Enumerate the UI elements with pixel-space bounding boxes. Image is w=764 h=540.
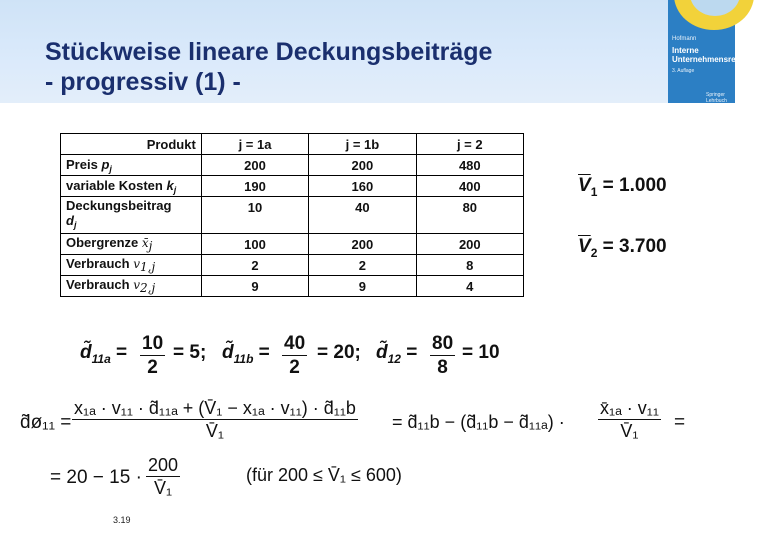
main-numerator: x₁ₐ · v₁₁ · d̃₁₁ₐ + (V̄₁ − x₁ₐ · v₁₁) · d̃₁₁b: [74, 398, 356, 418]
row-label-text: Verbrauch: [66, 256, 130, 271]
row-label: [61, 234, 202, 255]
table-row: [61, 255, 524, 276]
eq2-numerator: 40: [284, 333, 306, 354]
capacity-value: = 3.700: [602, 236, 667, 257]
table-cell: 9: [309, 276, 416, 297]
table-cell: 2: [201, 255, 308, 276]
line3-fraction: [146, 455, 180, 499]
book-title: Interne Unternehmensrechnung: [672, 46, 764, 64]
table-row: [61, 176, 524, 197]
row-symbol-sub: j: [73, 220, 77, 230]
main-end: =: [674, 412, 686, 433]
row-symbol: v: [133, 278, 140, 292]
capacity-value: = 1.000: [602, 175, 667, 196]
eq1-numerator: 10: [142, 333, 164, 354]
table-header-row: [61, 134, 524, 155]
main-fraction: [72, 398, 358, 442]
row-label-text: Verbrauch: [66, 277, 130, 292]
eq3-denominator: 8: [437, 357, 448, 378]
row-label-text: variable Kosten: [66, 177, 163, 193]
eq3-lhs: $d̃_{12}$ =: [376, 342, 418, 366]
row-label-text: Obergrenze: [66, 235, 139, 250]
eq2-lhs: $d̃_{11b}$ =: [222, 342, 270, 366]
table-cell: 160: [309, 176, 416, 197]
row-symbol-sub: j: [109, 163, 112, 174]
line3-denominator: V̄₁: [153, 478, 173, 498]
eq2-fraction: [282, 333, 307, 379]
table-header-cell: j = 2: [416, 134, 523, 155]
table-cell: 40: [309, 197, 416, 234]
table-cell: 200: [201, 155, 308, 176]
table-row: [61, 234, 524, 255]
table-cell: 100: [201, 234, 308, 255]
table-header-cell: j = 1a: [201, 134, 308, 155]
eq2-result: = 20;: [317, 342, 361, 363]
main-middle: = d̃₁₁b − (d̃₁₁b − d̃₁₁ₐ) ·: [392, 412, 565, 432]
row-symbol-sub: 2,j: [140, 281, 156, 295]
book-author: Hofmann: [672, 36, 697, 42]
capacity-sub: 1: [590, 185, 598, 199]
row-label: [61, 255, 202, 276]
eq2-lhs-sub: 11b: [233, 352, 254, 366]
table-cell: 10: [201, 197, 308, 234]
line3-condition: (für 200 ≤ V̄₁ ≤ 600): [246, 465, 402, 485]
row-symbol: x̄: [141, 236, 149, 250]
capacity-v1: [578, 175, 667, 199]
table-row: [61, 197, 524, 234]
eq3-fraction: [430, 333, 455, 379]
row-label-text: Preis: [66, 156, 98, 172]
row-label: [61, 176, 202, 197]
main-fraction-2-numerator: x̄₁ₐ · v₁₁: [600, 398, 659, 418]
row-symbol: v: [133, 257, 140, 271]
eq3-lhs-symbol: d̃: [376, 342, 388, 363]
row-symbol-sub: j: [148, 239, 153, 253]
table-cell: 200: [309, 155, 416, 176]
row-symbol-sub: j: [173, 184, 177, 195]
table-row: [61, 155, 524, 176]
eq3-result: = 10: [462, 342, 500, 363]
title-line-1: Stückweise lineare Deckungsbeiträge: [45, 38, 493, 66]
capacity-sub: 2: [590, 246, 598, 260]
title-line-2: - progressiv (1) -: [45, 68, 241, 96]
book-cover-image: [668, 0, 764, 104]
capacity-symbol: $\overline{V}$: [578, 236, 591, 257]
row-symbol-sub: 1,j: [140, 260, 156, 274]
line3-lhs: = 20 − 15 ·: [50, 467, 142, 488]
eq1-lhs: $d̃_{11a}$ =: [80, 342, 128, 366]
table-cell: 480: [416, 155, 523, 176]
row-label: [61, 197, 202, 234]
main-lhs: d̃ø₁₁ =: [20, 412, 72, 433]
eq1-result: = 5;: [173, 342, 207, 363]
capacity-symbol: $\overline{V}$: [578, 175, 591, 196]
page-number: 3.19: [113, 515, 131, 525]
eq3-numerator: 80: [432, 333, 454, 354]
row-symbol: d: [66, 213, 74, 228]
eq1-lhs-symbol: d̃: [80, 342, 92, 363]
book-edition: 3. Auflage: [672, 68, 695, 74]
main-fraction-2: [598, 398, 661, 442]
table-cell: 4: [416, 276, 523, 297]
table-cell: 2: [309, 255, 416, 276]
table-cell: 190: [201, 176, 308, 197]
main-denominator: V̄₁: [205, 421, 225, 441]
main-fraction-2-denominator: V̄₁: [620, 421, 639, 441]
eq1-denominator: 2: [147, 357, 158, 378]
eq3-lhs-sub: 12: [387, 352, 401, 366]
table-row: [61, 276, 524, 297]
product-table: [60, 133, 524, 297]
row-label: [61, 155, 202, 176]
eq2-lhs-symbol: d̃: [222, 342, 234, 363]
table-cell: 8: [416, 255, 523, 276]
table-cell: 200: [309, 234, 416, 255]
table-cell: 200: [416, 234, 523, 255]
slide-title: [45, 37, 492, 97]
table-cell: 9: [201, 276, 308, 297]
table-cell: 400: [416, 176, 523, 197]
row-symbol: p: [101, 156, 110, 172]
line3-numerator: 200: [148, 455, 179, 475]
table-header-cell: Produkt: [61, 134, 202, 155]
row-label-text: Deckungsbeitrag: [66, 198, 172, 213]
row-label: [61, 276, 202, 297]
book-publisher: Springer Lehrbuch: [706, 92, 727, 104]
table-header-cell: j = 1b: [309, 134, 416, 155]
table-cell: 80: [416, 197, 523, 234]
row-symbol: k: [166, 177, 174, 193]
capacity-v2: [578, 236, 667, 260]
eq1-fraction: [140, 333, 165, 379]
eq1-lhs-sub: 11a: [91, 352, 111, 366]
eq2-denominator: 2: [289, 357, 300, 378]
